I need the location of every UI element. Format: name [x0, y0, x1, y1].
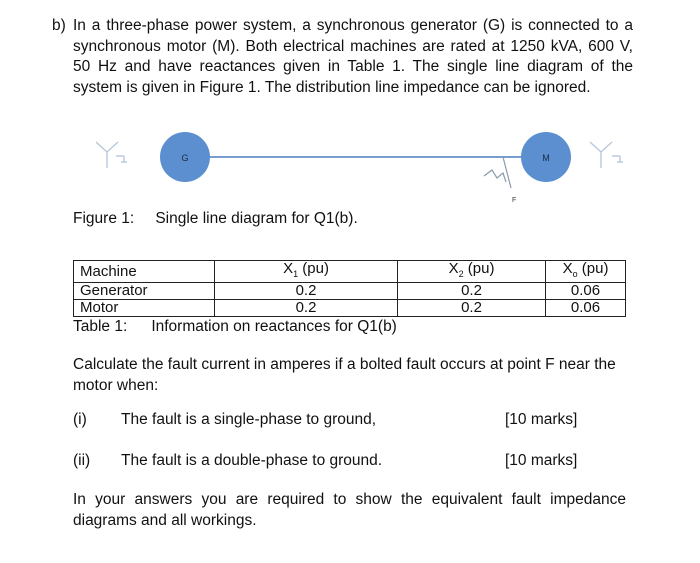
cell-x0: 0.06	[546, 300, 626, 317]
generator-ground-icon	[96, 142, 127, 168]
question-label: b)	[52, 17, 66, 34]
cell-x0: 0.06	[546, 283, 626, 300]
cell-machine: Motor	[74, 300, 215, 317]
generator-label: G	[181, 153, 189, 163]
table-header-row	[74, 261, 626, 283]
figure-caption-text: Single line diagram for Q1(b).	[155, 210, 358, 227]
cell-x2: 0.2	[398, 283, 546, 300]
cell-x1: 0.2	[215, 283, 398, 300]
item-number: (i)	[73, 411, 87, 428]
header-x0: $X_o$ (pu)	[546, 261, 626, 283]
table-caption-label: Table 1:	[73, 318, 128, 335]
motor-ground-icon	[590, 142, 623, 168]
list-item	[73, 411, 633, 431]
table-caption-text: Information on reactances for Q1(b)	[151, 318, 397, 335]
item-marks: [10 marks]	[505, 452, 578, 469]
fault-label: F	[512, 197, 517, 204]
final-note: In your answers you are required to show the equivalent fault impedance diagrams and all workings.	[73, 491, 626, 529]
calculation-prompt: Calculate the fault current in amperes if a bolted fault occurs at point F near the motor when:	[73, 356, 616, 394]
item-text: The fault is a single-phase to ground,	[121, 411, 377, 428]
header-x2: $X_2$ (pu)	[398, 261, 546, 283]
motor-label: M	[542, 153, 550, 163]
item-marks: [10 marks]	[505, 411, 578, 428]
cell-machine: Generator	[74, 283, 215, 300]
item-text: The fault is a double-phase to ground.	[121, 452, 383, 469]
list-item	[73, 452, 633, 472]
header-x1: $X_1$ (pu)	[215, 261, 398, 283]
cell-x1: 0.2	[215, 300, 398, 317]
reactance-table	[73, 260, 626, 317]
fault-icon	[484, 157, 511, 188]
figure-caption	[73, 210, 358, 228]
figure-caption-label: Figure 1:	[73, 210, 135, 227]
question-intro: In a three-phase power system, a synchronous generator (G) is connected to a synchronous motor (M). Both electrical machines are rated at 1250 kVA, 600 V, 50 Hz and have reactances given in Table 1. The single line diagram of the system is given in Figure 1. The distribution line impedance can be ignored.	[73, 17, 633, 96]
single-line-diagram	[0, 110, 700, 210]
cell-x2: 0.2	[398, 300, 546, 317]
item-number: (ii)	[73, 452, 91, 469]
table-caption	[73, 318, 397, 336]
header-machine: Machine	[74, 261, 215, 283]
table-row	[74, 300, 626, 317]
table-row	[74, 283, 626, 300]
